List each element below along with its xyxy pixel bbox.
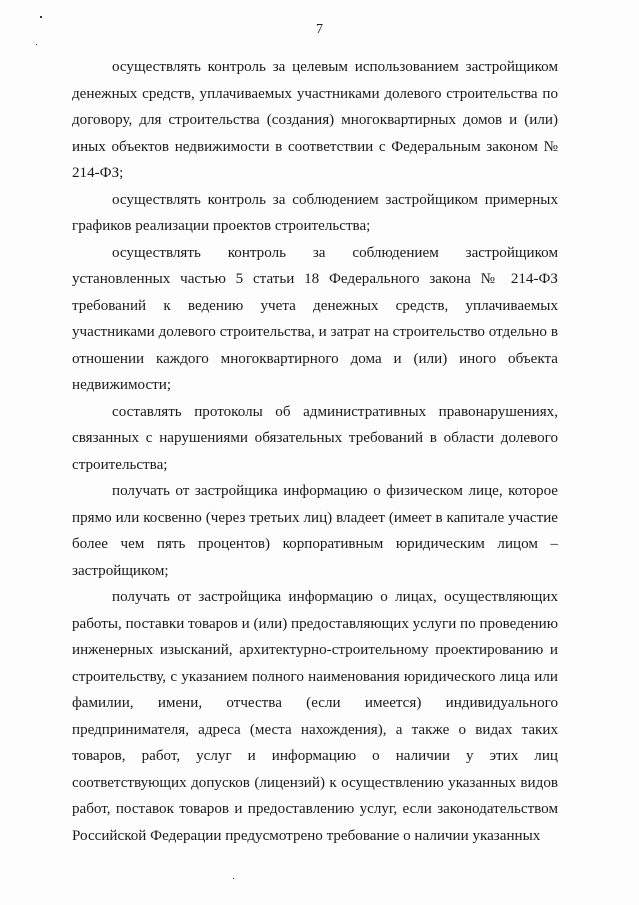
document-body [72,54,558,849]
paragraph: осуществлять контроль за соблюдением застройщиком установленных частью 5 статьи 18 Федерального закона № 214-ФЗ требований к ведению учета денежных средств, уплачиваемых участниками долевого строительства, и затрат на строительство отдельно в отношении каждого многоквартирного дома и (или) иного объекта недвижимости; [72,244,558,393]
paragraph: осуществлять контроль за соблюдением застройщиком примерных графиков реализации проектов строительства; [72,191,558,234]
scan-mark [233,878,234,879]
page-number: 7 [316,22,323,37]
paragraph: получать от застройщика информацию о физическом лице, которое прямо или косвенно (через третьих лиц) владеет (имеет в капитале участие более чем пять процентов) корпоративным юридическим лицом – застройщиком; [72,483,558,579]
scan-mark [36,44,37,45]
paragraph: осуществлять контроль за целевым использованием застройщиком денежных средств, уплачиваемых участниками долевого строительства по договору, для строительства (создания) многоквартирных домов и (или) иных объектов недвижимости в соответствии с Федеральным законом № 214-ФЗ; [72,59,558,181]
scan-mark [40,16,42,18]
paragraph: получать от застройщика информацию о лицах, осуществляющих работы, поставки товаров и (или) предоставляющих услуги по проведению инженерных изысканий, архитектурно-строительному проектированию и строительству, с указанием полного наименования юридического лица или фамилии, имени, отчества (если имеется) индивидуального предпринимателя, адреса (места нахождения), а также о видах таких товаров, работ, услуг и информацию о наличии у этих лиц соответствующих допусков (лицензий) к осуществлению указанных видов работ, поставок товаров и предоставлению услуг, если законодательством Российской Федерации предусмотрено требование о наличии указанных [72,589,558,844]
paragraph: составлять протоколы об административных правонарушениях, связанных с нарушениями обязательных требований в области долевого строительства; [72,403,558,473]
